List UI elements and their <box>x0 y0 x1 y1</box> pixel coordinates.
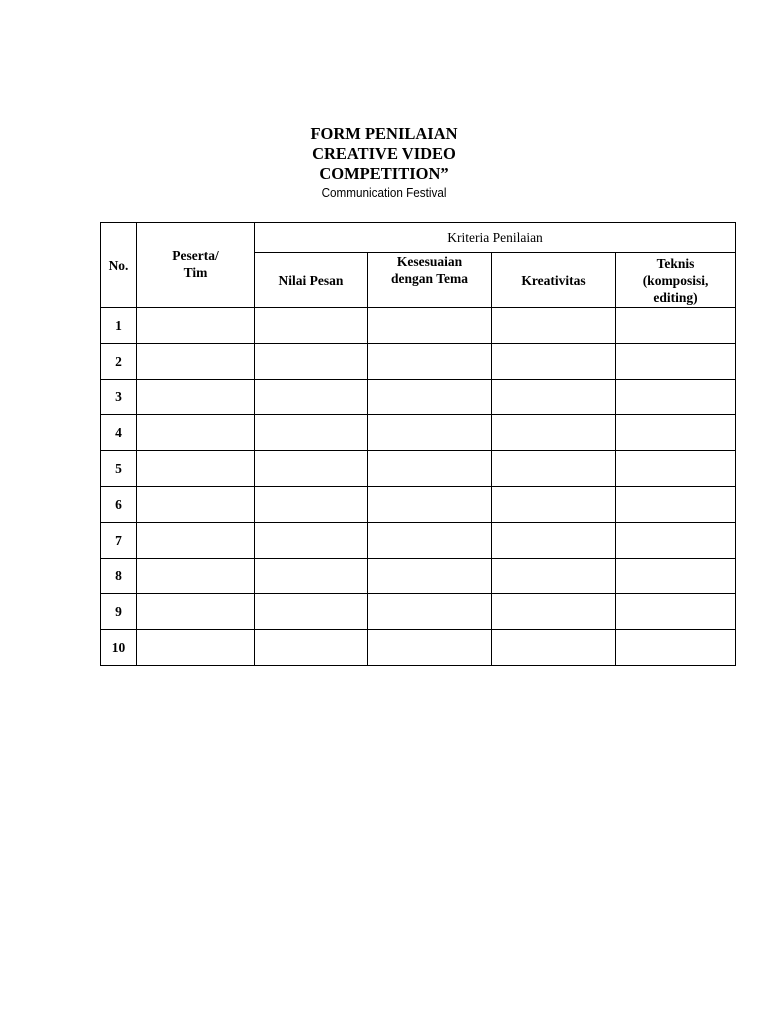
score-cell[interactable] <box>137 594 255 630</box>
score-cell[interactable] <box>368 486 492 522</box>
row-number: 8 <box>101 558 137 594</box>
score-cell[interactable] <box>255 522 368 558</box>
header-kriteria-penilaian: Kriteria Penilaian <box>255 223 736 253</box>
score-cell[interactable] <box>492 343 616 379</box>
table-row <box>101 415 736 451</box>
table-row <box>101 486 736 522</box>
score-cell[interactable] <box>492 558 616 594</box>
table-row <box>101 558 736 594</box>
form-title-block <box>284 124 484 201</box>
score-cell[interactable] <box>368 308 492 344</box>
score-cell[interactable] <box>492 594 616 630</box>
form-title-line-1: FORM PENILAIAN <box>310 124 458 143</box>
table-row <box>101 630 736 666</box>
score-cell[interactable] <box>616 415 736 451</box>
score-cell[interactable] <box>137 630 255 666</box>
row-number: 9 <box>101 594 137 630</box>
row-number: 3 <box>101 379 137 415</box>
score-cell[interactable] <box>137 558 255 594</box>
score-cell[interactable] <box>368 594 492 630</box>
form-title-line-2: CREATIVE VIDEO <box>312 144 456 163</box>
header-kesesuaian-tema: Kesesuaian dengan Tema <box>368 253 492 308</box>
row-number: 4 <box>101 415 137 451</box>
table-body <box>101 308 736 666</box>
score-cell[interactable] <box>255 308 368 344</box>
header-no: No. <box>101 223 137 308</box>
header-peserta: Peserta/ Tim <box>137 223 255 308</box>
row-number: 5 <box>101 451 137 487</box>
table-row <box>101 379 736 415</box>
score-cell[interactable] <box>137 343 255 379</box>
score-cell[interactable] <box>255 486 368 522</box>
score-cell[interactable] <box>137 486 255 522</box>
score-cell[interactable] <box>616 558 736 594</box>
row-number: 7 <box>101 522 137 558</box>
header-nilai-pesan: Nilai Pesan <box>255 253 368 308</box>
score-cell[interactable] <box>255 379 368 415</box>
table-row <box>101 451 736 487</box>
score-cell[interactable] <box>255 415 368 451</box>
score-cell[interactable] <box>492 379 616 415</box>
score-cell[interactable] <box>255 594 368 630</box>
score-cell[interactable] <box>255 451 368 487</box>
score-cell[interactable] <box>137 522 255 558</box>
score-cell[interactable] <box>137 451 255 487</box>
row-number: 6 <box>101 486 137 522</box>
form-subtitle: Communication Festival <box>321 185 447 200</box>
score-cell[interactable] <box>492 486 616 522</box>
score-cell[interactable] <box>616 451 736 487</box>
score-cell[interactable] <box>255 558 368 594</box>
score-cell[interactable] <box>368 415 492 451</box>
score-cell[interactable] <box>616 630 736 666</box>
score-cell[interactable] <box>492 415 616 451</box>
score-cell[interactable] <box>616 486 736 522</box>
table-row <box>101 343 736 379</box>
score-cell[interactable] <box>492 522 616 558</box>
row-number: 10 <box>101 630 137 666</box>
score-cell[interactable] <box>255 343 368 379</box>
score-cell[interactable] <box>492 630 616 666</box>
score-cell[interactable] <box>137 379 255 415</box>
score-cell[interactable] <box>368 522 492 558</box>
table-row <box>101 308 736 344</box>
header-kreativitas: Kreativitas <box>492 253 616 308</box>
score-cell[interactable] <box>492 451 616 487</box>
score-cell[interactable] <box>368 343 492 379</box>
score-cell[interactable] <box>368 379 492 415</box>
row-number: 1 <box>101 308 137 344</box>
form-title-line-3: COMPETITION” <box>319 164 449 183</box>
score-cell[interactable] <box>255 630 368 666</box>
row-number: 2 <box>101 343 137 379</box>
score-cell[interactable] <box>616 522 736 558</box>
score-cell[interactable] <box>137 308 255 344</box>
scoring-table <box>100 222 736 666</box>
score-cell[interactable] <box>368 630 492 666</box>
score-cell[interactable] <box>616 379 736 415</box>
score-cell[interactable] <box>137 415 255 451</box>
header-teknis: Teknis (komposisi, editing) <box>616 253 736 308</box>
table-row <box>101 594 736 630</box>
score-cell[interactable] <box>368 558 492 594</box>
score-cell[interactable] <box>492 308 616 344</box>
score-cell[interactable] <box>368 451 492 487</box>
score-cell[interactable] <box>616 308 736 344</box>
table-row <box>101 522 736 558</box>
score-cell[interactable] <box>616 594 736 630</box>
score-cell[interactable] <box>616 343 736 379</box>
table-header-row <box>101 223 736 253</box>
